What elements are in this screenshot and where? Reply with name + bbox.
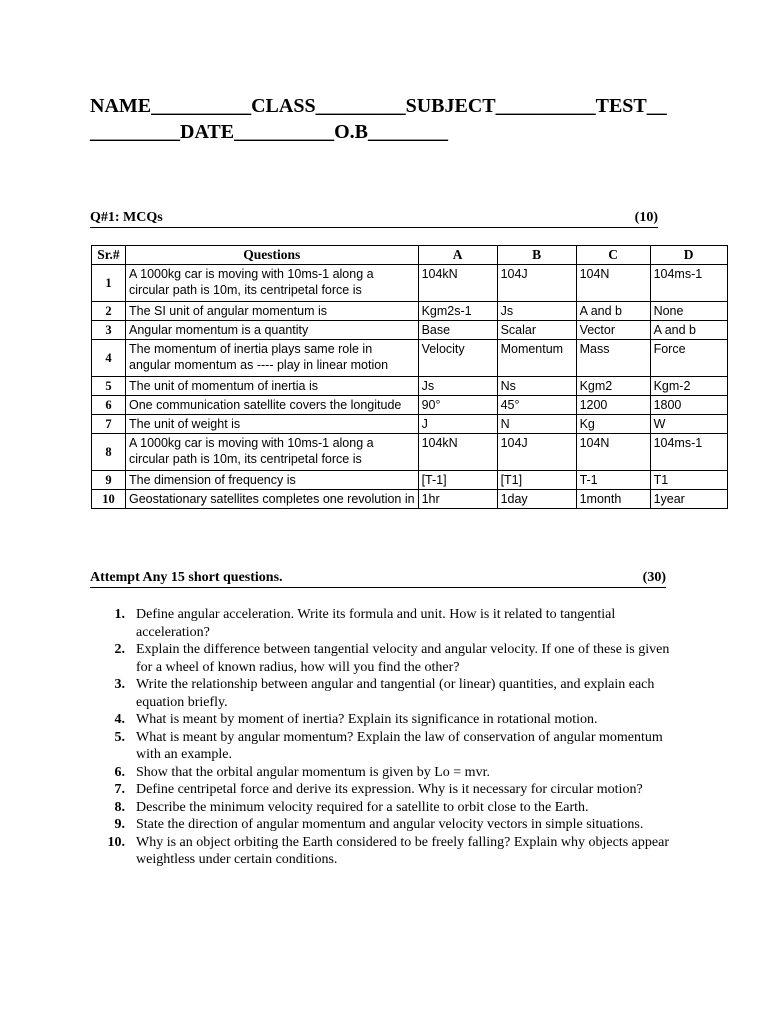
list-item — [90, 729, 680, 764]
option-c-cell: Vector — [576, 321, 650, 340]
question-text-line: The dimension of frequency is — [129, 473, 296, 487]
option-c-cell: A and b — [576, 302, 650, 321]
option-d-cell: 1year — [650, 490, 727, 509]
option-b-cell: Momentum — [497, 340, 576, 377]
option-b-cell: 1day — [497, 490, 576, 509]
option-b-cell: Js — [497, 302, 576, 321]
mcq-table-body — [92, 265, 728, 509]
question-text: Explain the difference between tangential velocity and angular velocity. If one of these is given for a wheel of known radius, how will you find the other? — [136, 642, 670, 675]
row-number: 7 — [92, 415, 126, 434]
mcq-section-marks: (10) — [634, 210, 658, 225]
question-text: Write the relationship between angular and tangential (or linear) quantities, and explain each equation briefly. — [136, 677, 655, 710]
col-header-sr: Sr.# — [92, 246, 126, 265]
option-a-cell: J — [418, 415, 497, 434]
list-item — [90, 816, 680, 834]
option-a-cell: 104kN — [418, 434, 497, 471]
option-a-cell: [T-1] — [418, 471, 497, 490]
list-item — [90, 606, 680, 641]
question-number: 6. — [114, 764, 125, 780]
question-number: 2. — [114, 642, 125, 657]
option-b-cell: 104J — [497, 265, 576, 302]
question-number: 3. — [114, 677, 125, 692]
question-text-line: A 1000kg car is moving with 10ms-1 along a — [129, 267, 374, 281]
student-info-line-1: NAME__________CLASS_________SUBJECT__________TEST__ — [90, 95, 667, 117]
option-c-cell: 1200 — [576, 396, 650, 415]
short-questions-heading — [90, 569, 666, 588]
list-item — [90, 641, 680, 676]
option-c-cell: 104N — [576, 265, 650, 302]
mcq-table — [91, 245, 728, 509]
question-cell — [126, 490, 419, 509]
option-d-cell: W — [650, 415, 727, 434]
short-questions-marks: (30) — [642, 570, 666, 585]
list-item — [90, 676, 680, 711]
option-b-cell: N — [497, 415, 576, 434]
question-cell — [126, 265, 419, 302]
question-text-line: The momentum of inertia plays same role in — [129, 342, 373, 356]
table-row — [92, 415, 728, 434]
question-text-line: One communication satellite covers the longitude — [129, 398, 402, 412]
row-number: 2 — [92, 302, 126, 321]
list-item — [90, 764, 680, 782]
row-number: 3 — [92, 321, 126, 340]
question-number: 10. — [107, 834, 125, 850]
student-info-line-2: _________DATE__________O.B________ — [90, 121, 448, 143]
question-text: Why is an object orbiting the Earth considered to be freely falling? Explain why objects appear weightless under certain conditions. — [136, 834, 669, 867]
question-cell — [126, 396, 419, 415]
option-a-cell: 1hr — [418, 490, 497, 509]
option-b-cell: Scalar — [497, 321, 576, 340]
question-text-line: angular momentum as ---- play in linear motion — [129, 358, 389, 372]
question-cell — [126, 340, 419, 377]
table-row — [92, 265, 728, 302]
list-item — [90, 799, 680, 817]
option-b-cell: 104J — [497, 434, 576, 471]
row-number: 8 — [92, 434, 126, 471]
option-d-cell: 104ms-1 — [650, 434, 727, 471]
table-row — [92, 396, 728, 415]
option-c-cell: Mass — [576, 340, 650, 377]
question-text: State the direction of angular momentum and angular velocity vectors in simple situations. — [136, 817, 644, 832]
col-header-b: B — [497, 246, 576, 265]
option-c-cell: T-1 — [576, 471, 650, 490]
question-text: Show that the orbital angular momentum is given by Lo = mvr. — [136, 764, 490, 780]
col-header-d: D — [650, 246, 727, 265]
question-text: Describe the minimum velocity required for a satellite to orbit close to the Earth. — [136, 799, 589, 815]
mcq-section-heading — [90, 209, 658, 228]
option-b-cell: Ns — [497, 377, 576, 396]
option-c-cell: Kgm2 — [576, 377, 650, 396]
table-row — [92, 377, 728, 396]
question-cell — [126, 321, 419, 340]
question-text: What is meant by moment of inertia? Explain its significance in rotational motion. — [136, 712, 598, 727]
row-number: 1 — [92, 265, 126, 302]
question-number: 7. — [114, 782, 125, 797]
list-item — [90, 834, 680, 869]
option-c-cell: 104N — [576, 434, 650, 471]
option-a-cell: Base — [418, 321, 497, 340]
option-d-cell: 104ms-1 — [650, 265, 727, 302]
short-questions-title: Attempt Any 15 short questions. — [90, 570, 283, 585]
option-b-cell: 45° — [497, 396, 576, 415]
col-header-c: C — [576, 246, 650, 265]
option-c-cell: 1month — [576, 490, 650, 509]
option-d-cell: Kgm-2 — [650, 377, 727, 396]
option-c-cell: Kg — [576, 415, 650, 434]
question-text-line: Angular momentum is a quantity — [129, 323, 309, 337]
option-d-cell: Force — [650, 340, 727, 377]
table-row — [92, 490, 728, 509]
mcq-section-title: Q#1: MCQs — [90, 210, 163, 225]
question-number: 8. — [114, 799, 125, 815]
list-item — [90, 781, 680, 799]
question-text: Define angular acceleration. Write its formula and unit. How is it related to tangential acceleration? — [136, 607, 616, 640]
question-cell — [126, 471, 419, 490]
col-header-a: A — [418, 246, 497, 265]
option-d-cell: A and b — [650, 321, 727, 340]
table-row — [92, 340, 728, 377]
table-row — [92, 302, 728, 321]
question-text-line: The SI unit of angular momentum is — [129, 304, 328, 318]
question-cell — [126, 302, 419, 321]
row-number: 9 — [92, 471, 126, 490]
option-a-cell: Js — [418, 377, 497, 396]
table-row — [92, 471, 728, 490]
option-d-cell: 1800 — [650, 396, 727, 415]
question-text-line: A 1000kg car is moving with 10ms-1 along a — [129, 436, 374, 450]
question-text-line: The unit of momentum of inertia is — [129, 379, 318, 393]
question-number: 5. — [114, 729, 125, 745]
mcq-header-row — [92, 246, 728, 265]
question-number: 4. — [114, 712, 125, 727]
row-number: 5 — [92, 377, 126, 396]
list-item — [90, 711, 680, 729]
question-text-line: circular path is 10m, its centripetal force is — [129, 452, 362, 466]
question-cell — [126, 377, 419, 396]
option-b-cell: [T1] — [497, 471, 576, 490]
col-header-questions: Questions — [126, 246, 419, 265]
option-d-cell: None — [650, 302, 727, 321]
option-a-cell: Velocity — [418, 340, 497, 377]
short-questions-list — [90, 606, 680, 869]
question-text-line: Geostationary satellites completes one revolution in — [129, 492, 415, 506]
question-cell — [126, 415, 419, 434]
option-a-cell: 90° — [418, 396, 497, 415]
row-number: 6 — [92, 396, 126, 415]
question-text: What is meant by angular momentum? Explain the law of conservation of angular momentum with an example. — [136, 729, 663, 762]
row-number: 10 — [92, 490, 126, 509]
table-row — [92, 321, 728, 340]
row-number: 4 — [92, 340, 126, 377]
question-number: 9. — [114, 817, 125, 832]
question-cell — [126, 434, 419, 471]
option-a-cell: Kgm2s-1 — [418, 302, 497, 321]
option-d-cell: T1 — [650, 471, 727, 490]
table-row — [92, 434, 728, 471]
question-number: 1. — [114, 607, 125, 622]
question-text-line: The unit of weight is — [129, 417, 241, 431]
option-a-cell: 104kN — [418, 265, 497, 302]
question-text: Define centripetal force and derive its expression. Why is it necessary for circular motion? — [136, 782, 643, 797]
question-text-line: circular path is 10m, its centripetal force is — [129, 283, 362, 297]
